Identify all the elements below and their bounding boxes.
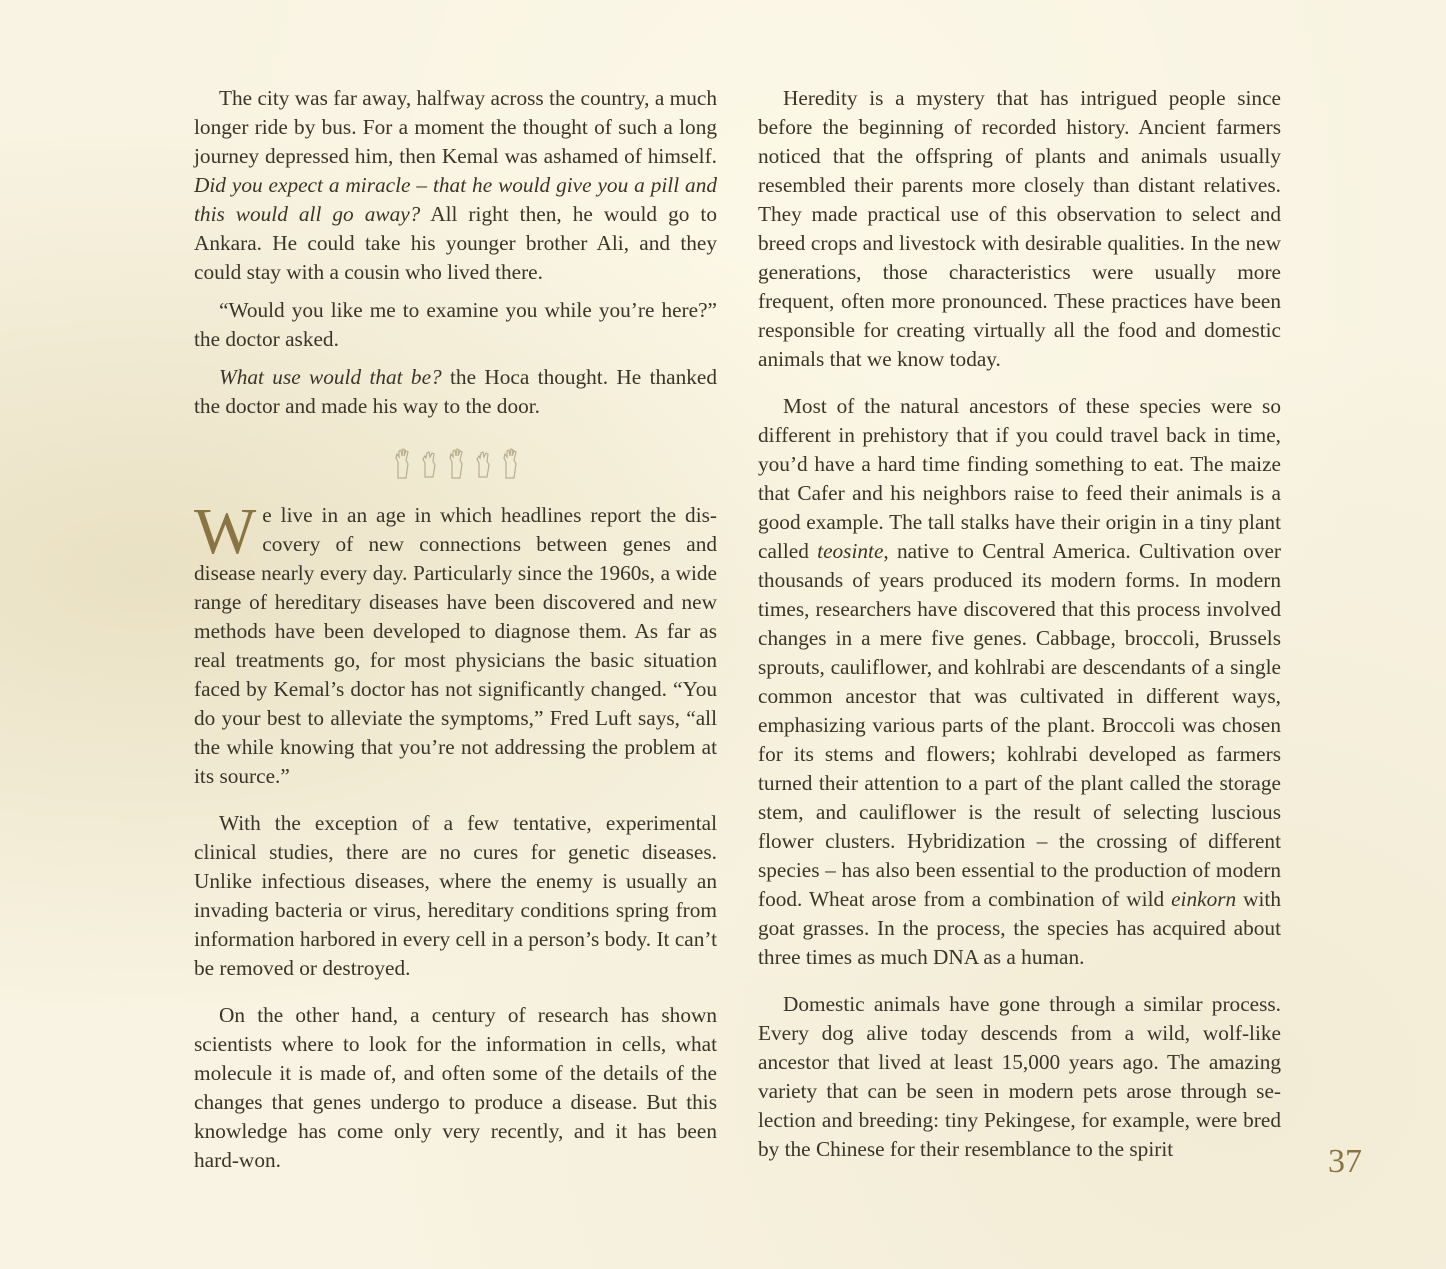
paragraph: The city was far away, halfway across the country, a much longer ride by bus. For a moment the thought of such a long journey depressed him, then Kemal was ashamed of himself. Did you expect a miracle – that he would give you a pill and this would all go away? All right then, he would go to Ankara. He could take his younger brother Ali, and they could stay with a cousin who lived there. (194, 86, 717, 284)
paragraph: We live in an age in which headlines report the discovery of new connections between genes and disease nearly every day. Particularly since the 1960s, a wide range of hereditary diseases have been discovered and new methods have been developed to diagnose them. As far as real treatments go, for most physicians the basic situation faced by Kemal’s doctor has not significantly changed. “You do your best to alleviate the symptoms,” Fred Luft says, “all the while knowing that you’re not addressing the problem at its source.” (194, 495, 717, 788)
paragraph: Most of the natural ancestors of these species were so different in prehistory that if you could travel back in time, you’d have a hard time finding something to eat. The maize that Cafer and his neighbors raise to feed their animals is a good example. The tall stalks have their origin in a tiny plant called teosinte, native to Central America. Cultivation over thousands of years produced its modern forms. In modern times, researchers have discovered that this process involved changes in a mere five genes. Cabbage, broccoli, Brussels sprouts, cauliflower, and kohlrabi are descendants of a single common ancestor that was cultivated in different ways, emphasizing various parts of the plant. Broccoli was chosen for its stems and flowers; kohlrabi developed as farmers turned their attention to a part of the plant called the storage stem, and cauliflower is the result of selecting luscious flower clusters. Hybridization – the crossing of different species – has also been essential to the production of modern food. Wheat arose from a combination of wild einkorn with goat grasses. In the process, the species has acquired about three times as much DNA as a human. (758, 394, 1281, 969)
italic-text: einkorn (1171, 887, 1237, 911)
hand-icon (447, 448, 465, 480)
paragraph: Domestic animals have gone through a similar process. Every dog alive today descends from a wild, wolf-like ancestor that lived at least 15,000 years ago. The amazing variety that can be seen in modern pets arose through selection and breeding: tiny Pekingese, for example, were bred by the Chinese for their resemblance to the spirit (758, 992, 1281, 1161)
hand-icon (501, 448, 519, 480)
hand-icon (475, 450, 491, 478)
hand-icon (393, 448, 411, 480)
italic-text: What use would that be? (219, 365, 442, 389)
paragraph: What use would that be? the Hoca thought. He thanked the doctor and made his way to the door. (194, 365, 717, 418)
hand-icon (421, 450, 437, 478)
paragraph: Heredity is a mystery that has intrigued people since before the beginning of recorded history. Ancient farmers noticed that the offspring of plants and animals usually resembled their parents more closely than distant relatives. They made practical use of this observation to select and breed crops and livestock with desirable qualities. In the new generations, those characteristics were usually more frequent, often more pronounced. These practices have been responsible for creating virtually all the food and domestic animals that we know today. (758, 86, 1281, 371)
italic-text: Did you expect a miracle – that he would give you a pill and this would all go away? (194, 173, 717, 226)
right-column (758, 84, 1281, 1164)
page-number: 37 (1328, 1143, 1362, 1180)
left-column (194, 84, 717, 1175)
section-divider-ornament (194, 447, 717, 481)
paragraph: With the exception of a few tentative, experimental clinical studies, there are no cures for genetic diseases. Unlike infectious diseases, where the enemy is usually an invading bacteria or virus, hereditary conditions spring from information harbored in every cell in a person’s body. It can’t be removed or destroyed. (194, 811, 717, 980)
paragraph: On the other hand, a century of research has shown scientists where to look for the information in cells, what molecule it is made of, and often some of the details of the changes that genes undergo to produce a disease. But this knowledge has come only very recently, and it has been hard-won. (194, 1003, 717, 1172)
paragraph: “Would you like me to examine you while you’re here?” the doctor asked. (194, 298, 717, 351)
drop-cap: W (194, 495, 257, 568)
italic-text: teosinte (817, 539, 884, 563)
